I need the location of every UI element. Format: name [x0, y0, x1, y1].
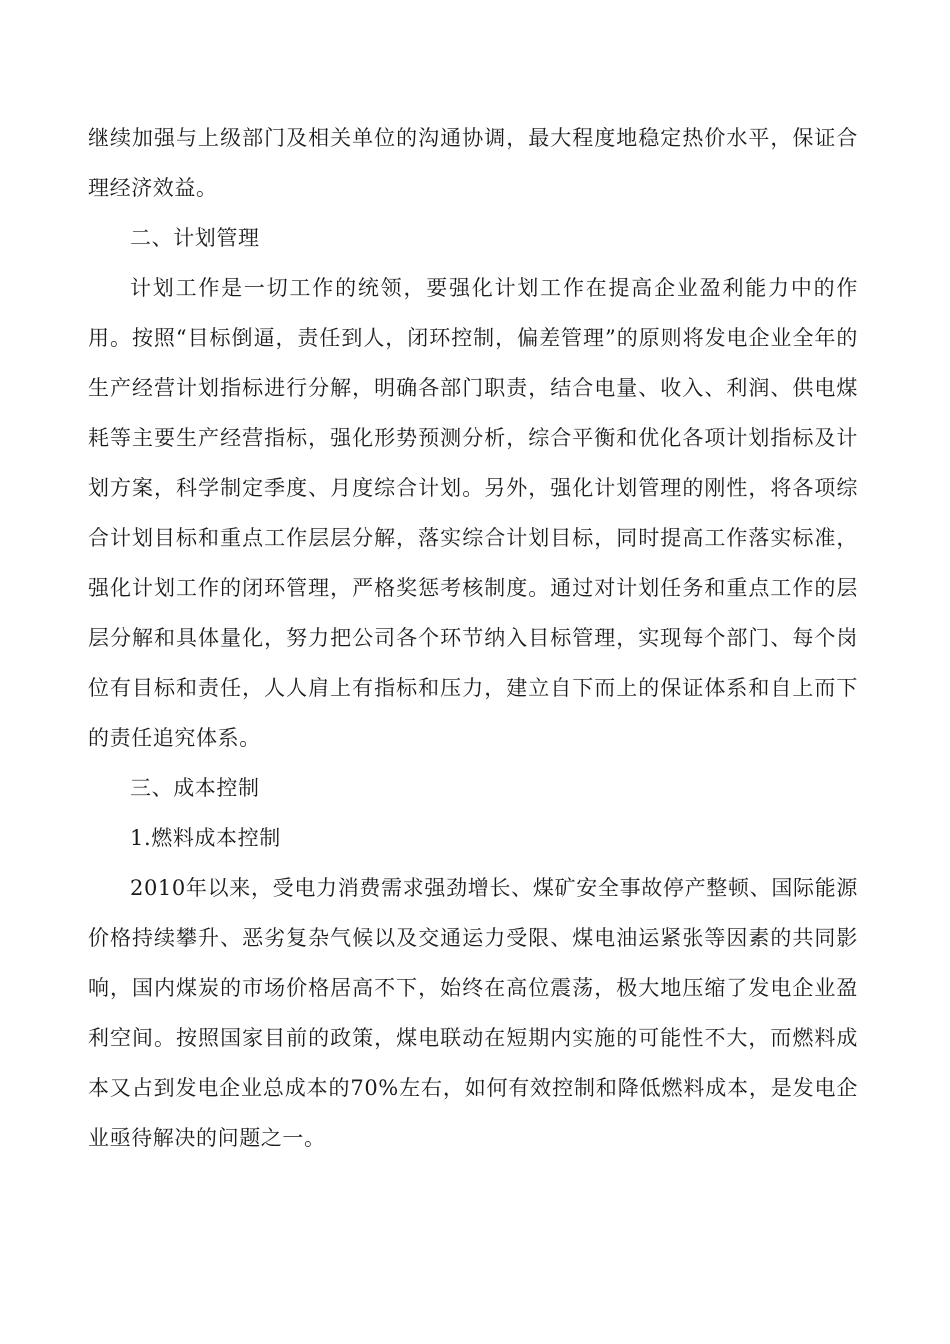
section-heading-plan-management: 二、计划管理: [130, 226, 260, 250]
subsection-heading-fuel-cost: 1.燃料成本控制: [130, 826, 281, 850]
document-body: [88, 113, 858, 1163]
body-paragraph-plan-management: 计划工作是一切工作的统领，要强化计划工作在提高企业盈利能力中的作用。按照“目标倒逼，责任到人，闭环控制，偏差管理”的原则将发电企业全年的生产经营计划指标进行分解，明确各部门职责，结合电量、收入、利润、供电煤耗等主要生产经营指标，强化形势预测分析，综合平衡和优化各项计划指标及计划方案，科学制定季度、月度综合计划。另外，强化计划管理的刚性，将各项综合计划目标和重点工作层层分解，落实综合计划目标，同时提高工作落实标准，强化计划工作的闭环管理，严格奖惩考核制度。通过对计划任务和重点工作的层层分解和具体量化，努力把公司各个环节纳入目标管理，实现每个部门、每个岗位有目标和责任，人人肩上有指标和压力，建立自下而上的保证体系和自上而下的责任追究体系。: [88, 276, 858, 750]
section-heading-cost-control: 三、成本控制: [130, 776, 260, 800]
continuation-paragraph: 继续加强与上级部门及相关单位的沟通协调，最大程度地稳定热价水平，保证合理经济效益。: [88, 126, 858, 200]
body-paragraph-fuel-cost: 2010年以来，受电力消费需求强劲增长、煤矿安全事故停产整顿、国际能源价格持续攀升、恶劣复杂气候以及交通运力受限、煤电油运紧张等因素的共同影响，国内煤炭的市场价格居高不下，始终在高位震荡，极大地压缩了发电企业盈利空间。按照国家目前的政策，煤电联动在短期内实施的可能性不大，而燃料成本又占到发电企业总成本的70%左右，如何有效控制和降低燃料成本，是发电企业亟待解决的问题之一。: [88, 876, 858, 1150]
